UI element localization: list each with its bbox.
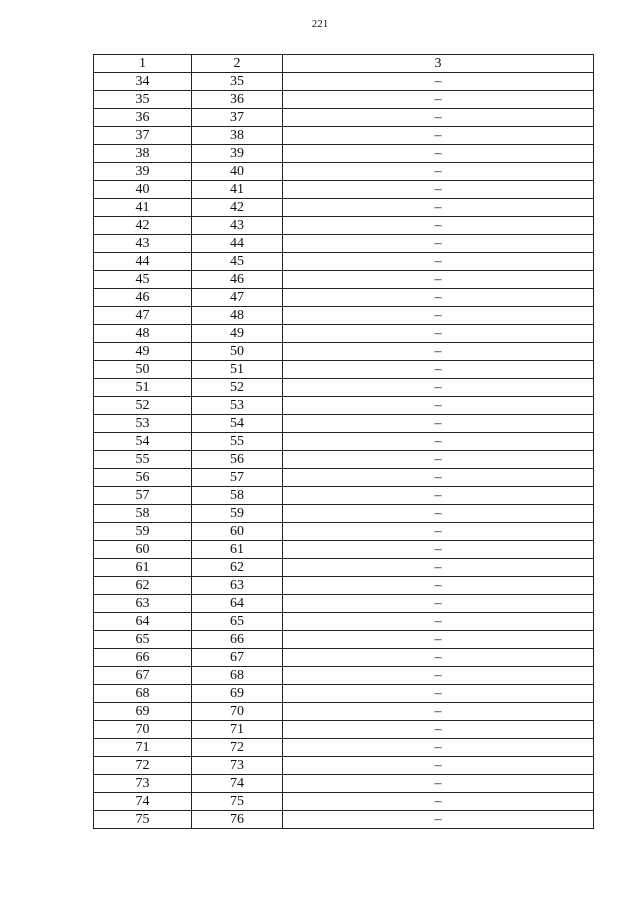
table-cell-col-3: – (283, 271, 594, 289)
table-cell-col-2: 62 (192, 559, 283, 577)
table-cell-col-2: 48 (192, 307, 283, 325)
table-row (94, 703, 594, 721)
table-cell-col-1: 49 (94, 343, 192, 361)
table-cell-col-2: 54 (192, 415, 283, 433)
table-cell-col-1: 56 (94, 469, 192, 487)
table-cell-col-1: 60 (94, 541, 192, 559)
table-cell-col-3: – (283, 127, 594, 145)
table-cell-col-1: 45 (94, 271, 192, 289)
table-cell-col-2: 49 (192, 325, 283, 343)
table-row (94, 199, 594, 217)
table-row (94, 433, 594, 451)
table-row (94, 361, 594, 379)
table-row (94, 505, 594, 523)
table-cell-col-1: 34 (94, 73, 192, 91)
table-cell-col-2: 67 (192, 649, 283, 667)
table-cell-col-3: – (283, 793, 594, 811)
table-cell-col-1: 46 (94, 289, 192, 307)
table-cell-col-2: 63 (192, 577, 283, 595)
table-row (94, 721, 594, 739)
table-row (94, 145, 594, 163)
table-cell-col-2: 35 (192, 73, 283, 91)
table-cell-col-2: 61 (192, 541, 283, 559)
table-cell-col-1: 47 (94, 307, 192, 325)
table-cell-col-2: 58 (192, 487, 283, 505)
table-cell-col-2: 39 (192, 145, 283, 163)
table-cell-col-3: – (283, 415, 594, 433)
table-cell-col-3: – (283, 595, 594, 613)
table-row (94, 271, 594, 289)
page-number: 221 (311, 18, 329, 30)
table-cell-col-1: 37 (94, 127, 192, 145)
table-row (94, 379, 594, 397)
table-cell-col-3: – (283, 253, 594, 271)
table-cell-col-3: – (283, 433, 594, 451)
table-cell-col-1: 57 (94, 487, 192, 505)
table-row (94, 757, 594, 775)
column-header-3: 3 (283, 55, 594, 73)
table-cell-col-1: 48 (94, 325, 192, 343)
table-row (94, 811, 594, 829)
table-cell-col-3: – (283, 109, 594, 127)
table-cell-col-3: – (283, 523, 594, 541)
table-cell-col-3: – (283, 217, 594, 235)
table-cell-col-3: – (283, 541, 594, 559)
table-cell-col-3: – (283, 631, 594, 649)
table-cell-col-2: 43 (192, 217, 283, 235)
table-row (94, 469, 594, 487)
table-cell-col-2: 37 (192, 109, 283, 127)
table-row (94, 289, 594, 307)
table-row (94, 253, 594, 271)
table-cell-col-2: 59 (192, 505, 283, 523)
table-row (94, 325, 594, 343)
table-cell-col-3: – (283, 685, 594, 703)
table-row (94, 73, 594, 91)
table-cell-col-1: 70 (94, 721, 192, 739)
table-cell-col-3: – (283, 811, 594, 829)
table-cell-col-1: 39 (94, 163, 192, 181)
table-cell-col-1: 72 (94, 757, 192, 775)
table-row (94, 235, 594, 253)
table-cell-col-3: – (283, 73, 594, 91)
table-cell-col-2: 36 (192, 91, 283, 109)
table-cell-col-3: – (283, 307, 594, 325)
table-cell-col-1: 58 (94, 505, 192, 523)
table-cell-col-3: – (283, 577, 594, 595)
table-row (94, 307, 594, 325)
table-cell-col-2: 60 (192, 523, 283, 541)
table-row (94, 577, 594, 595)
table-cell-col-1: 71 (94, 739, 192, 757)
table-cell-col-3: – (283, 469, 594, 487)
table-cell-col-2: 73 (192, 757, 283, 775)
table-row (94, 163, 594, 181)
table-cell-col-2: 72 (192, 739, 283, 757)
table-row (94, 739, 594, 757)
table-cell-col-1: 55 (94, 451, 192, 469)
table-cell-col-3: – (283, 289, 594, 307)
table-cell-col-2: 47 (192, 289, 283, 307)
table-cell-col-2: 68 (192, 667, 283, 685)
table-cell-col-2: 53 (192, 397, 283, 415)
table-cell-col-1: 36 (94, 109, 192, 127)
table-row (94, 397, 594, 415)
table-cell-col-1: 50 (94, 361, 192, 379)
table-cell-col-3: – (283, 361, 594, 379)
table-cell-col-2: 38 (192, 127, 283, 145)
table-cell-col-3: – (283, 343, 594, 361)
table-cell-col-3: – (283, 757, 594, 775)
table-cell-col-3: – (283, 559, 594, 577)
table-cell-col-3: – (283, 91, 594, 109)
table-cell-col-2: 74 (192, 775, 283, 793)
table-cell-col-3: – (283, 721, 594, 739)
table-cell-col-1: 42 (94, 217, 192, 235)
table-cell-col-3: – (283, 379, 594, 397)
table-cell-col-3: – (283, 487, 594, 505)
column-header-2: 2 (192, 55, 283, 73)
table-cell-col-1: 63 (94, 595, 192, 613)
table-row (94, 667, 594, 685)
table-cell-col-3: – (283, 397, 594, 415)
table-cell-col-1: 40 (94, 181, 192, 199)
table-cell-col-2: 66 (192, 631, 283, 649)
table-row (94, 685, 594, 703)
table-row (94, 91, 594, 109)
table-row (94, 559, 594, 577)
table-cell-col-3: – (283, 505, 594, 523)
table-header (94, 55, 594, 73)
table-cell-col-2: 70 (192, 703, 283, 721)
table-header-row (94, 55, 594, 73)
table-cell-col-3: – (283, 199, 594, 217)
table-cell-col-2: 51 (192, 361, 283, 379)
table-cell-col-1: 73 (94, 775, 192, 793)
table-cell-col-1: 67 (94, 667, 192, 685)
table-cell-col-3: – (283, 325, 594, 343)
table-cell-col-2: 71 (192, 721, 283, 739)
table-cell-col-1: 41 (94, 199, 192, 217)
table-row (94, 793, 594, 811)
table-row (94, 415, 594, 433)
table-cell-col-1: 64 (94, 613, 192, 631)
table-cell-col-2: 52 (192, 379, 283, 397)
table-row (94, 109, 594, 127)
table-cell-col-2: 69 (192, 685, 283, 703)
table-row (94, 127, 594, 145)
table-cell-col-2: 44 (192, 235, 283, 253)
table-cell-col-3: – (283, 235, 594, 253)
table-cell-col-2: 75 (192, 793, 283, 811)
column-header-1: 1 (94, 55, 192, 73)
table-cell-col-2: 46 (192, 271, 283, 289)
table-cell-col-3: – (283, 649, 594, 667)
table-cell-col-2: 41 (192, 181, 283, 199)
table-cell-col-1: 65 (94, 631, 192, 649)
table-cell-col-2: 57 (192, 469, 283, 487)
table-cell-col-3: – (283, 181, 594, 199)
table-cell-col-2: 65 (192, 613, 283, 631)
table-cell-col-2: 42 (192, 199, 283, 217)
table-cell-col-1: 62 (94, 577, 192, 595)
table-row (94, 487, 594, 505)
table-cell-col-3: – (283, 145, 594, 163)
table-cell-col-3: – (283, 613, 594, 631)
table-cell-col-1: 74 (94, 793, 192, 811)
table-cell-col-2: 76 (192, 811, 283, 829)
table-cell-col-1: 43 (94, 235, 192, 253)
table-row (94, 649, 594, 667)
table-cell-col-1: 52 (94, 397, 192, 415)
table-cell-col-3: – (283, 703, 594, 721)
table-cell-col-1: 75 (94, 811, 192, 829)
table-cell-col-3: – (283, 775, 594, 793)
table-cell-col-2: 55 (192, 433, 283, 451)
table-cell-col-1: 68 (94, 685, 192, 703)
table-cell-col-1: 53 (94, 415, 192, 433)
table-row (94, 343, 594, 361)
table-row (94, 595, 594, 613)
table-cell-col-1: 38 (94, 145, 192, 163)
table-row (94, 523, 594, 541)
table-cell-col-3: – (283, 451, 594, 469)
data-table (93, 54, 594, 829)
table-cell-col-1: 61 (94, 559, 192, 577)
table-cell-col-1: 35 (94, 91, 192, 109)
table-cell-col-2: 64 (192, 595, 283, 613)
table-cell-col-3: – (283, 739, 594, 757)
table-cell-col-2: 45 (192, 253, 283, 271)
table-row (94, 451, 594, 469)
table-row (94, 613, 594, 631)
table-row (94, 217, 594, 235)
table-body (94, 73, 594, 829)
table-row (94, 631, 594, 649)
table-cell-col-1: 51 (94, 379, 192, 397)
table-cell-col-2: 40 (192, 163, 283, 181)
table-cell-col-3: – (283, 163, 594, 181)
table-cell-col-2: 56 (192, 451, 283, 469)
table-cell-col-1: 44 (94, 253, 192, 271)
table-cell-col-1: 69 (94, 703, 192, 721)
table-cell-col-1: 66 (94, 649, 192, 667)
table-cell-col-1: 54 (94, 433, 192, 451)
table-cell-col-2: 50 (192, 343, 283, 361)
table-row (94, 181, 594, 199)
table-cell-col-1: 59 (94, 523, 192, 541)
table-cell-col-3: – (283, 667, 594, 685)
table-row (94, 541, 594, 559)
table-row (94, 775, 594, 793)
